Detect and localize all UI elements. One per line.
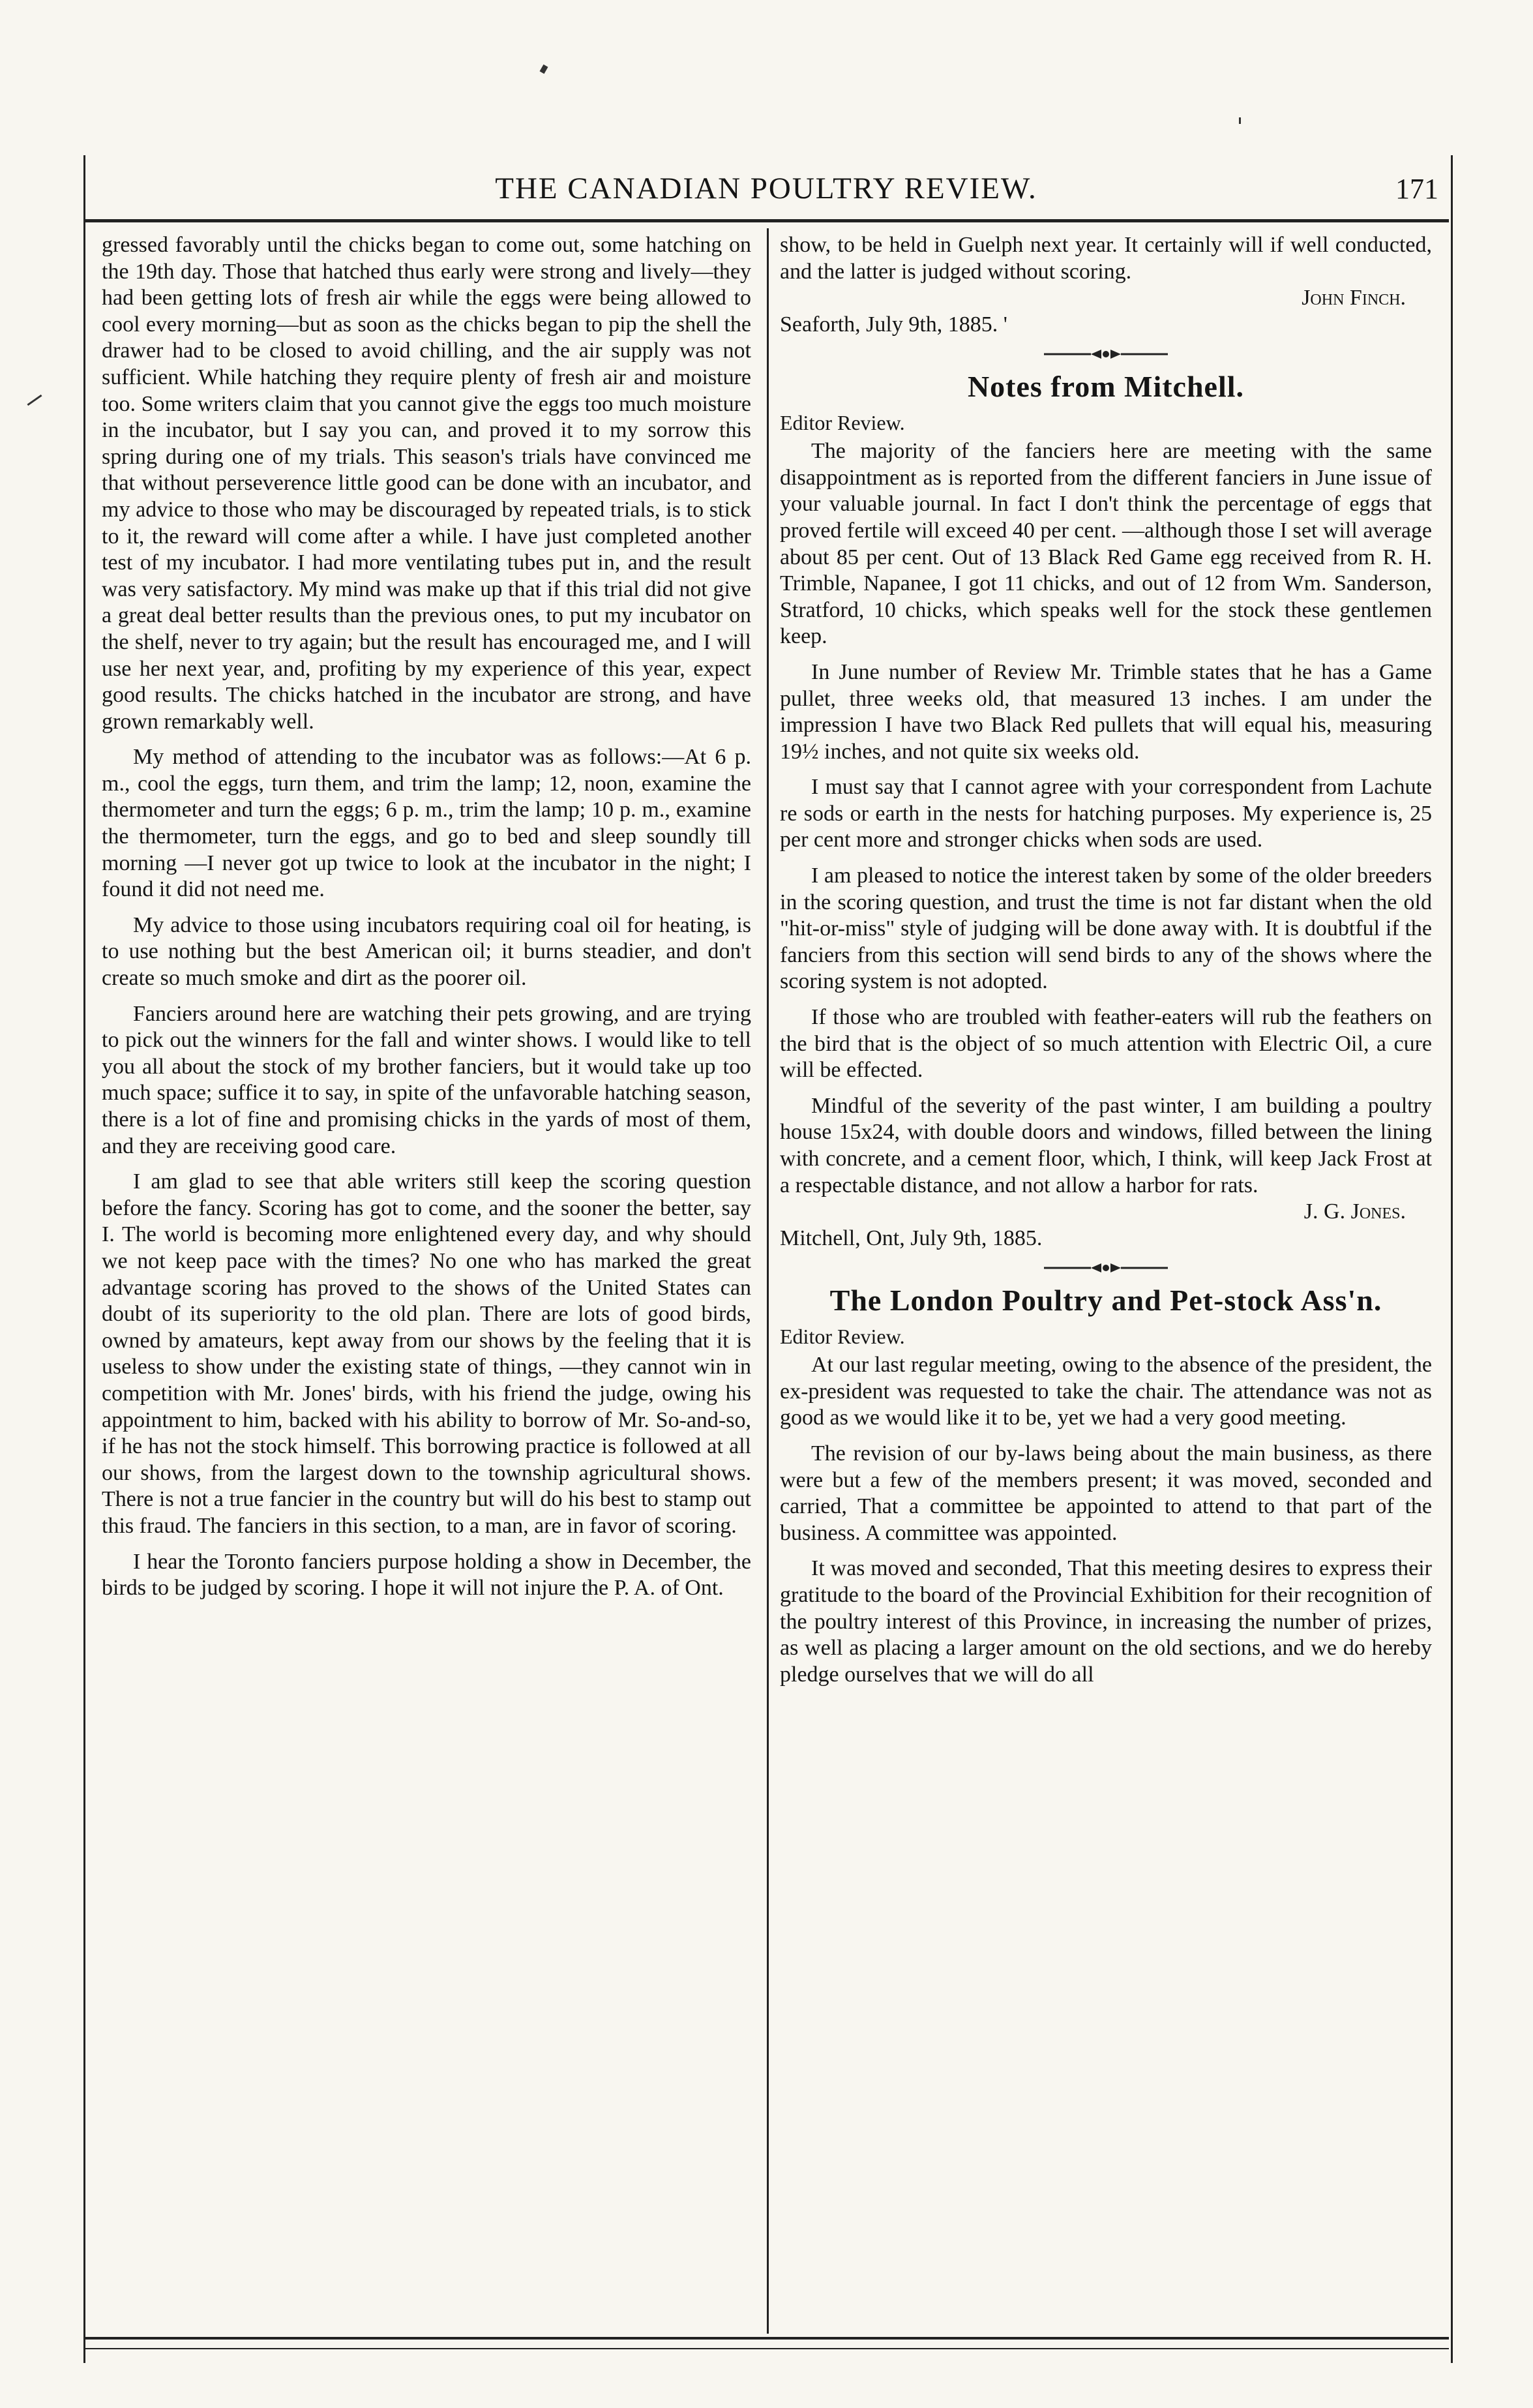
page-header (83, 171, 1449, 210)
paragraph: I hear the Toronto fanciers purpose holding a show in December, the birds to be judged by scoring. I hope it will not injure the P. A. of Ont. (102, 1549, 751, 1601)
ornament-divider (780, 1256, 1432, 1282)
scan-speck (1239, 117, 1241, 124)
header-rule (83, 219, 1449, 222)
dateline: Mitchell, Ont, July 9th, 1885. (780, 1226, 1043, 1250)
paragraph: At our last regular meeting, owing to the absence of the president, the ex-president was requested to take the chair. The attendance was not as good as we would like it to be, yet we had a very good meeting. (780, 1353, 1432, 1430)
paragraph: Mindful of the severity of the past winter, I am building a poultry house 15x24, with double doors and windows, filled between the lining with concrete, and a cement floor, which, I think, will keep Jack Frost at a respectable distance, and not allow a harbor for rats. (780, 1093, 1432, 1197)
salutation: Editor Review. (780, 410, 905, 434)
paragraph: My advice to those using incubators requiring coal oil for heating, is to use nothing but the best American oil; it burns steadier, and don't create so much smoke and dirt as the poorer oil. (102, 912, 751, 991)
paragraph: gressed favorably until the chicks began to come out, some hatching on the 19th day. Those that hatched thus early were strong and lively—they had been getting lots of fresh air while the eggs were being allowed to cool every morning—but as soon as the chicks began to pip the shell the drawer had to be closed to avoid chilling, and the air supply was not sufficient. While hatching they require plenty of fresh air and moisture too. Some writers claim that you cannot give the eggs too much moisture in the incubator, but I say you can, and proved it to my sorrow this spring during one of my trials. This season's trials have convinced me that without perseverence little good can be done with an incubator, and my advice to those who may be discouraged by repeated trials, is to stick to it, the reward will come after a while. I have just completed another test of my incubator. I had more ventilating tubes put in, and the result was very satisfactory. My mind was make up that if this trial did not give a great deal better results than the previous ones, to put my incubator on the shelf, never to try again; but the result has encouraged me, and I will use her next year, and, profiting by my experience of this year, expect good results. The chicks hatched in the incubator are strong, and have grown remarkably well. (102, 233, 751, 734)
signature: John Finch. (1302, 286, 1406, 310)
paragraph: If those who are troubled with feather-eaters will rub the feathers on the bird that is the object of so much attention with Electric Oil, a cure will be effected. (780, 1005, 1432, 1083)
ornament-divider (780, 342, 1432, 369)
paragraph: Fanciers around here are watching their pets growing, and are trying to pick out the winners for the fall and winter shows. I would like to tell you all about the stock of my brother fanciers, but it would take up too much space; suffice it to say, in spite of the unfavorable hatching season, there is a lot of fine and promising chicks in the yards of most of them, and they are receiving good care. (102, 1001, 751, 1158)
dateline: Seaforth, July 9th, 1885. ' (780, 312, 1007, 337)
scan-speck (27, 395, 42, 406)
paragraph: I must say that I cannot agree with your correspondent from Lachute re sods or earth in the nests for hatching purposes. My experience is, 25 per cent more and stronger chicks when sods are used. (780, 775, 1432, 852)
continuation-paragraph: show, to be held in Guelph next year. It certainly will if well conducted, and the latter is judged without scoring. (780, 233, 1432, 284)
page-number: 171 (1395, 173, 1438, 205)
paragraph: The majority of the fanciers here are meeting with the same disappointment as is reported from the different fanciers in June issue of your valuable journal. In fact I don't think the percentage of eggs that proved fertile will exceed 40 per cent. —although those I set will average about 85 per cent. Out of 13 Black Red Game egg received from R. H. Trimble, Napanee, I got 11 chicks, and out of 12 from Wm. Sanderson, Stratford, 10 chicks, which speaks well for the stock these gentlemen keep. (780, 439, 1432, 649)
right-column (780, 232, 1432, 2332)
publication-title: THE CANADIAN POULTRY REVIEW. (495, 172, 1037, 205)
section-heading: The London Poultry and Pet-stock Ass'n. (829, 1283, 1382, 1317)
paragraph: I am glad to see that able writers still keep the scoring question before the fancy. Scoring has got to come, and the sooner the better, say I. The world is becoming more enlightened every day, and why should we not keep pace with the times? No one who has marked the great advantage scoring has proved to the shows of the United States can doubt of its superiority to the old plan. There are lots of good birds, owned by amateurs, kept away from our shows by the feeling that it is useless to show under the existing state of things, —they cannot win in competition with Mr. Jones' birds, with his friend the judge, owing his appointment to him, backed with his ability to borrow of Mr. So-and-so, if he has not the stock himself. This borrowing practice is followed at all our shows, from the largest down to the township agricultural shows. There is not a true fancier in the country but will do his best to stamp out this fraud. The fanciers in this section, to a man, are in favor of scoring. (102, 1169, 751, 1538)
paragraph: In June number of Review Mr. Trimble states that he has a Game pullet, three weeks old, that measured 13 inches. I am under the impression I have two Black Red pullets that will equal his, measuring 19½ inches, and not quite six weeks old. (780, 659, 1432, 764)
section-heading: Notes from Mitchell. (967, 369, 1245, 403)
paragraph: My method of attending to the incubator was as follows:—At 6 p. m., cool the eggs, turn them, and trim the lamp; 12, noon, examine the thermometer and turn the eggs; 6 p. m., trim the lamp; 10 p. m., examine the thermometer, turn the eggs, and go to bed and sleep soundly till morning —I never got up twice to look at the incubator in the night; I found it did not need me. (102, 745, 751, 902)
footer-rule (83, 2337, 1449, 2340)
scan-speck (540, 65, 548, 74)
footer-rule-thin (83, 2348, 1449, 2349)
paragraph: The revision of our by-laws being about the main business, as there were but a few of the members present; it was moved, seconded and carried, That a committee be appointed to attend to that part of the business. A committee was appointed. (780, 1441, 1432, 1545)
signature: J. G. Jones. (1303, 1199, 1406, 1224)
column-divider (767, 228, 769, 2334)
left-column (102, 232, 751, 2332)
paragraph: I am pleased to notice the interest taken by some of the older breeders in the scoring question, and trust the time is not far distant when the old "hit-or-miss" style of judging will be done away with. It is doubtful if the fanciers from this section will send birds to any of the shows where the scoring system is not adopted. (780, 864, 1432, 994)
paragraph: It was moved and seconded, That this meeting desires to express their gratitude to the board of the Provincial Exhibition for their recognition of the poultry interest of this Province, in increasing the number of prizes, as well as placing a larger amount on the old sections, and we do hereby pledge ourselves that we will do all (780, 1556, 1432, 1687)
salutation: Editor Review. (780, 1324, 905, 1348)
